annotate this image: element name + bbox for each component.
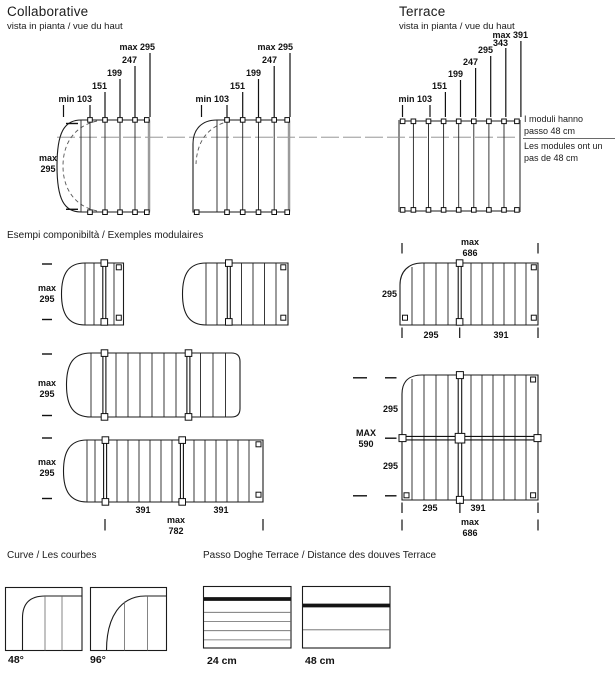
right-top-seg1-label: 295	[423, 330, 439, 340]
depth-label-line2: 295	[40, 163, 56, 174]
collaborative-title: Collaborative	[7, 4, 89, 19]
dim-label: min 103	[58, 94, 92, 104]
rowA-depth-line2: 295	[39, 293, 55, 304]
terrace-subtitle: vista in pianta / vue du haut	[399, 21, 515, 32]
examples-heading: Esempi componibiltà / Exemples modulaires	[7, 230, 204, 241]
dim-label: 247	[462, 57, 478, 67]
curves-heading: Curve / Les courbes	[7, 550, 97, 561]
dim-label: 247	[261, 55, 277, 65]
right-bottom-max-depth-label	[356, 428, 376, 449]
right-bottom-depth2-label: 295	[382, 461, 398, 471]
depth-label-line1: max	[38, 153, 58, 163]
rowA-depth-line1: max	[37, 283, 57, 293]
rowC-depth-line2: 295	[39, 467, 55, 478]
dim-label: 199	[245, 68, 261, 78]
right-bottom-max-line2: 590	[358, 438, 374, 449]
right-bottom-seg1-label: 295	[422, 503, 438, 513]
doghe-heading: Passo Doghe Terrace / Distance des douves Terrace	[203, 550, 437, 561]
terrace-table-plan	[399, 41, 521, 212]
spacing-48-label: 48 cm	[305, 655, 335, 667]
collab-table-plan-2	[193, 53, 290, 215]
dim-label: min 103	[398, 94, 432, 104]
example-shape-a2	[183, 260, 289, 325]
dim-label: 199	[447, 69, 463, 79]
dim-label: max 391	[492, 30, 528, 40]
rowC-depth-label	[38, 457, 56, 478]
right-top-depth-label: 295	[381, 289, 397, 299]
rowB-depth-line2: 295	[39, 388, 55, 399]
rowB-depth-line1: max	[37, 378, 57, 388]
center-axis-line	[57, 137, 615, 138]
right-top-seg2-label: 391	[493, 330, 509, 340]
connector-squares	[88, 118, 149, 215]
right-bottom-depth1-label: 295	[382, 404, 398, 414]
dim-label: 295	[477, 45, 493, 55]
rowC-segment2-label: 391	[213, 505, 229, 515]
slat-spacing-24-box	[204, 587, 292, 649]
curve-96-label: 96°	[90, 654, 106, 666]
module-note-fr: Les modules ont un pas de 48 cm	[524, 141, 603, 163]
rowC-total-line1: max	[166, 515, 186, 525]
rowC-segment1-label: 391	[135, 505, 151, 515]
dim-label: 247	[121, 55, 137, 65]
dim-label: 199	[106, 68, 122, 78]
right-top-total-line2: 686	[462, 247, 478, 258]
collaborative-subtitle: vista in pianta / vue du haut	[7, 21, 123, 32]
dim-label: max 295	[119, 42, 155, 52]
curve-48-label: 48°	[8, 654, 24, 666]
collab-table-plan-1	[57, 53, 150, 215]
dim-label: 343	[492, 38, 508, 48]
rowC-depth-line1: max	[37, 457, 57, 467]
rowA-depth-label	[38, 283, 56, 304]
dim-label: 151	[229, 81, 245, 91]
right-top-total-label	[461, 237, 479, 258]
module-note-it: I moduli hanno passo 48 cm	[524, 114, 584, 136]
dim-label: 151	[431, 81, 447, 91]
spacing-24-label: 24 cm	[207, 655, 237, 667]
terrace-title: Terrace	[399, 4, 446, 19]
rowC-total-line2: 782	[168, 525, 184, 536]
rowC-total-label	[167, 515, 185, 536]
right-bottom-total-line2: 686	[462, 527, 478, 538]
right-bottom-seg2-label: 391	[470, 503, 486, 513]
connector-squares	[400, 119, 519, 212]
right-top-total-line1: max	[460, 237, 480, 247]
right-bottom-total-label	[461, 517, 479, 538]
curve-48-box	[6, 588, 83, 651]
right-bottom-total-line1: max	[460, 517, 480, 527]
example-shape-b	[42, 350, 240, 420]
terrace-example-bottom	[353, 372, 541, 531]
dim-label: min 103	[195, 94, 229, 104]
curve-96-box	[91, 588, 167, 651]
rowB-depth-label	[38, 378, 56, 399]
right-bottom-max-line1: MAX	[356, 428, 376, 438]
example-shape-c	[42, 437, 263, 531]
dim-label: max 295	[257, 42, 293, 52]
slat-spacing-48-box	[303, 587, 391, 649]
dim-label: 151	[91, 81, 107, 91]
depth-label	[39, 153, 57, 174]
